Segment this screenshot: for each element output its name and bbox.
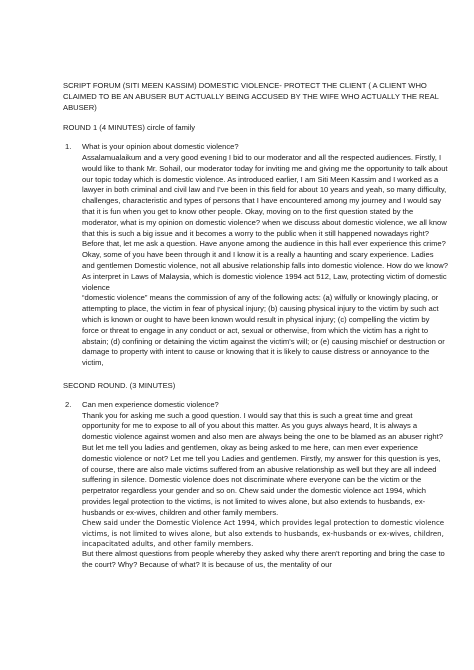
round-2-question: Can men experience domestic violence? [82, 399, 219, 409]
round-2-answer: Thank you for asking me such a good question. I would say that this is such a great time and great opportunity for me to expose to all of you about this matter. As you guys always heard, It is always a domestic violence against women and also men are always being the one to be blamed as an abuser right? But let me tell you ladies and gentlemen, okay as being asked to me here, can men ever experience domestic violence or not? Let me tell you Ladies and gentlemen. Firstly, my answer for this question is yes, of course, there are also male victims suffered from an abusive relationship as well but they are all indeed suffering in silence. Domestic violence does not discriminate where everyone can be the victim or the perpetrator regardless your gender and so on. Chew said under the domestic violence act 1994, which provides legal protection to the victims, is not limited to wives alone, but also extends to husbands, ex-husbands or ex-wives, children and other family members. [82, 410, 443, 517]
document-title: SCRIPT FORUM (SITI MEEN KASSIM) DOMESTIC VIOLENCE- PROTECT THE CLIENT ( A CLIENT WHO CLAIMED TO BE AN ABUSER BUT ACTUALLY BEING ACCUSED BY THE WIFE WHO ACTUALLY THE REAL ABUSER) [63, 81, 439, 112]
round-1-heading: ROUND 1 (4 MINUTES) circle of family [63, 123, 196, 133]
round-2-heading: SECOND ROUND. (3 MINUTES) [63, 380, 176, 390]
round-1-body [82, 142, 448, 369]
round-2-continuation: But there almost questions from people whereby they asked why there aren't reporting and bring the case to the court? Why? Because of what? It is because of us, the mentality of our [82, 549, 445, 569]
list-number: 1. [65, 142, 72, 152]
round-1-item [63, 142, 448, 369]
list-number: 2. [65, 399, 72, 409]
legal-definition: “domestic violence” means the commission of any of the following acts: (a) wilfully or knowingly placing, or attempting to place, the victim in fear of physical injury; (b) causing physical injury to the victim by such act which is known or ought to have been known would result in physical injury; (c) compelling the victim by force or threat to engage in any conduct or act, sexual or otherwise, from which the victim has a right to abstain; (d) confining or detaining the victim against the victim's will; or (e) causing mischief or destruction or damage to property with intent to cause or knowing that it is likely to cause distress or annoyance to the victim, [82, 293, 445, 368]
round-1-answer: Assalamualaikum and a very good evening I bid to our moderator and all the respected audiences. Firstly, I would like to thank Mr. Sohail, our moderator today for inviting me and giving me the opportunity to talk about our topic today which is domestic violence. As introduced earlier, I am Siti Meen Kassim and I worked as a lawyer in both criminal and civil law and I've been in this field for about 10 years and yeah, so many difficulty, challenges, characteristic and types of persons that I have encountered among my journey and I would say that it is fun when you get to know other people. Okay, moving on to the first question stated by the moderator, what is my opinion on domestic violence? when we discuss about domestic violence, we all know that this is such a big issue and it becomes a worry to the public when it still happened nowadays right? Before that, let me ask a question. Have anyone among the audience in this hall ever experience this crime? Okay, some of you have been through it and I know it is a really a haunting and scary experience. Ladies and gentlemen Domestic violence, not all abusive relationship falls into domestic violence. How do we know? As interpret in Laws of Malaysia, which is domestic violence 1994 act 512, Law, protecting victim of domestic violence [82, 152, 448, 292]
round-1-question: What is your opinion about domestic violence? [82, 142, 239, 152]
round-2-body [82, 400, 448, 571]
round-2-item [63, 400, 448, 571]
round-2-quoted-passage: Chew said under the Domestic Violence Act 1994, which provides legal protection to domestic violence victims, is not limited to wives alone, but also extends to husbands, ex-husbands or ex-wives, children, incapacitated adults, and other family members. [82, 519, 445, 548]
